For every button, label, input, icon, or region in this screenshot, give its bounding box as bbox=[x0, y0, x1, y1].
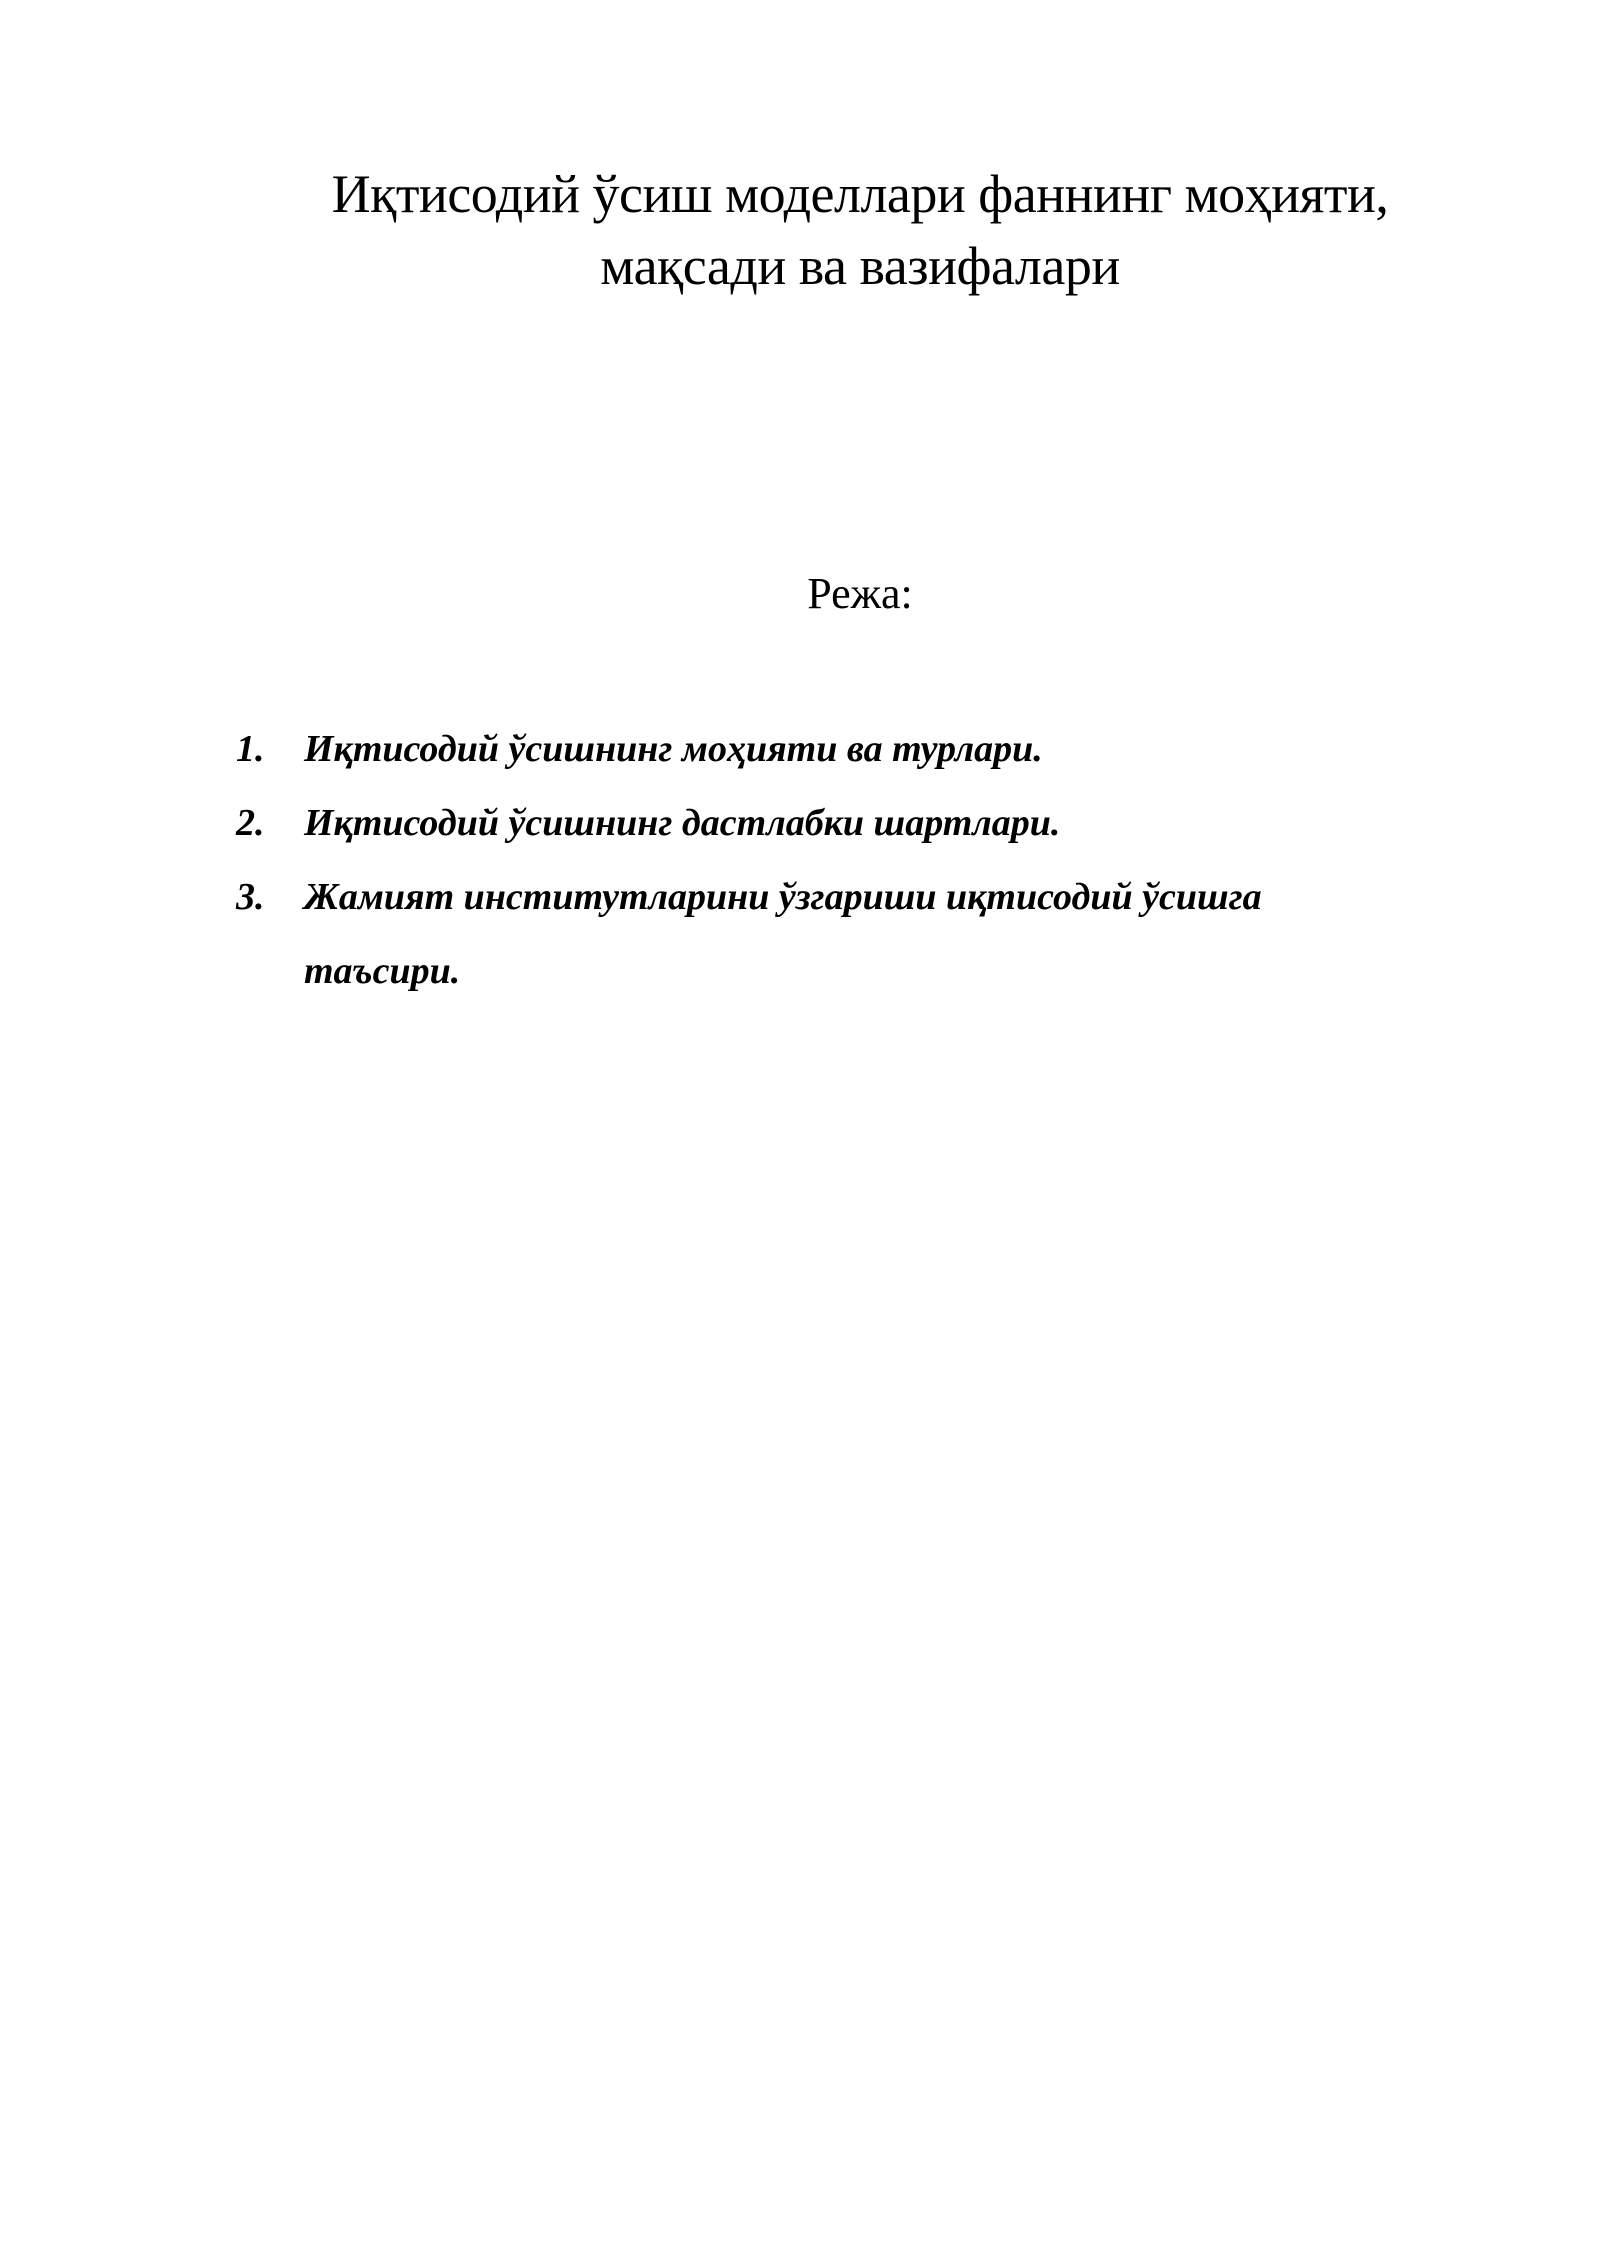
plan-list bbox=[236, 712, 1396, 1008]
plan-item-2 bbox=[236, 786, 1396, 860]
title-line-1: Иқтисодий ўсиш моделлари фаннинг моҳияти, bbox=[331, 164, 1389, 224]
plan-item-text: Жамият институтларини ўзгариши иқтисодий ўсишга таъсири. bbox=[304, 876, 1262, 992]
plan-item-3 bbox=[236, 860, 1396, 1008]
plan-item-1 bbox=[236, 712, 1396, 786]
title-line-2: мақсади ва вазифалари bbox=[600, 236, 1120, 296]
plan-item-number: 2. bbox=[236, 802, 265, 844]
plan-item-text: Иқтисодий ўсишнинг дастлабки шартлари. bbox=[304, 802, 1061, 844]
plan-item-text: Иқтисодий ўсишнинг моҳияти ва турлари. bbox=[304, 728, 1043, 770]
document-title bbox=[240, 158, 1480, 302]
plan-item-number: 1. bbox=[236, 728, 265, 770]
plan-heading: Режа: bbox=[807, 569, 913, 618]
plan-item-number: 3. bbox=[236, 876, 265, 918]
